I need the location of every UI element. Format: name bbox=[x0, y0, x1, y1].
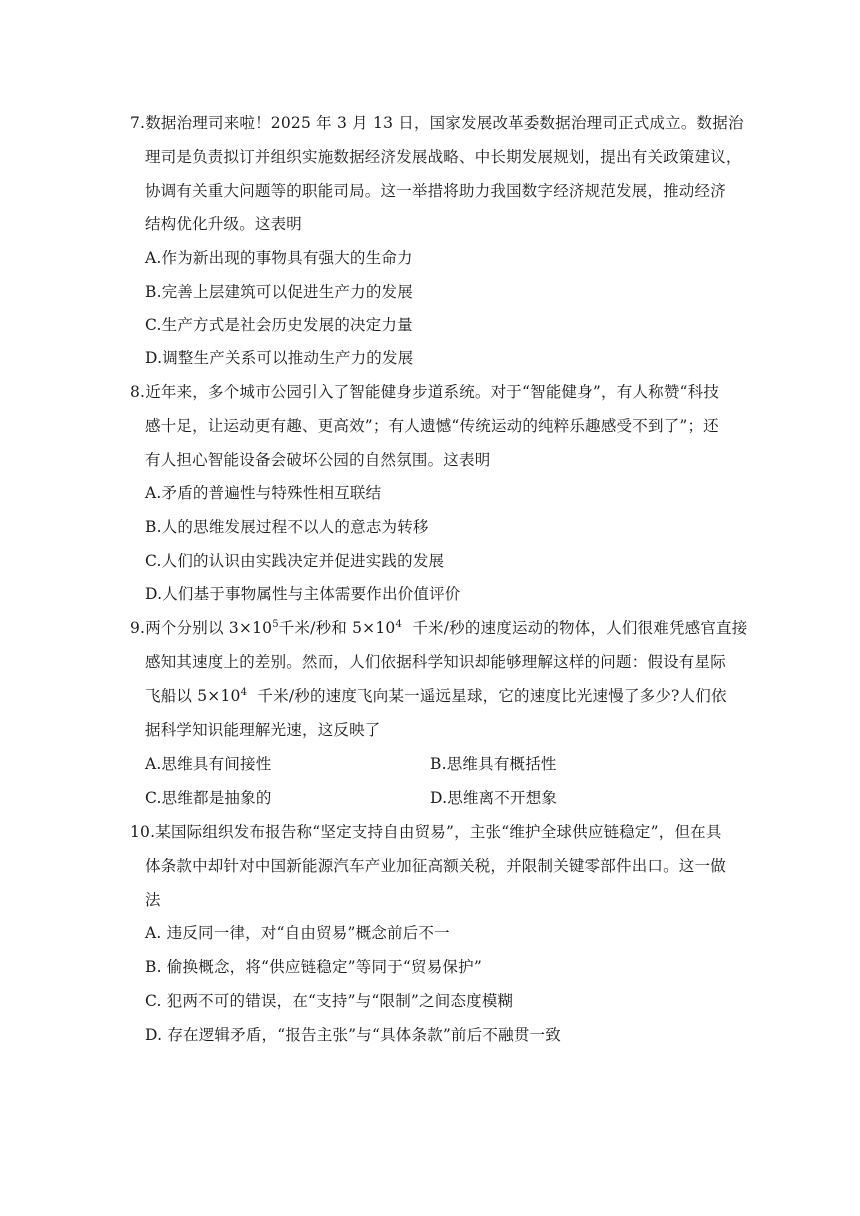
question-9-option-b[interactable]: B.思维具有概括性 bbox=[430, 755, 557, 773]
question-7-stem-line-2: 理司是负责拟订并组织实施数据经济发展战略、中长期发展规划，提出有关政策建议， bbox=[145, 148, 742, 166]
question-8-option-c[interactable]: C.人们的认识由实践决定并促进实践的发展 bbox=[145, 552, 445, 570]
question-9-stem-line-3-part-b: 千米/秒的速度飞向某一遥远星球，它的速度比光速慢了多少?人们依 bbox=[247, 687, 727, 705]
question-10-option-a[interactable]: A. 违反同一律，对“自由贸易”概念前后不一 bbox=[145, 924, 450, 942]
question-10-stem-line-2: 体条款中却针对中国新能源汽车产业加征高额关税，并限制关键零部件出口。这一做 bbox=[145, 857, 726, 875]
question-9-stem-line-1-part-b: 千米/秒和 5×10 bbox=[278, 619, 396, 637]
question-10-option-d[interactable]: D. 存在逻辑矛盾，“报告主张”与“具体条款”前后不融贯一致 bbox=[145, 1026, 561, 1044]
question-8-option-a[interactable]: A.矛盾的普遍性与特殊性相互联结 bbox=[145, 484, 382, 502]
question-10-option-b[interactable]: B. 偷换概念，将“供应链稳定”等同于“贸易保护” bbox=[145, 958, 482, 976]
question-8-stem-line-2: 感十足，让运动更有趣、更高效”；有人遗憾“传统运动的纯粹乐趣感受不到了”；还 bbox=[145, 417, 719, 435]
question-9-option-d[interactable]: D.思维离不开想象 bbox=[430, 789, 558, 807]
question-9-stem-line-1-part-c: 千米/秒的速度运动的物体，人们很难凭感官直接 bbox=[402, 619, 748, 637]
question-10-option-c[interactable]: C. 犯两不可的错误，在“支持”与“限制”之间态度模糊 bbox=[145, 992, 514, 1010]
question-7-stem-line-1: 7.数据治理司来啦！2025 年 3 月 13 日，国家发展改革委数据治理司正式成立。数据治 bbox=[130, 114, 744, 132]
question-9-stem-line-1-part-a: 9.两个分别以 3×10 bbox=[130, 619, 273, 637]
question-7-option-c[interactable]: C.生产方式是社会历史发展的决定力量 bbox=[145, 316, 413, 334]
question-9-stem-line-3 bbox=[145, 685, 727, 707]
question-9-option-a[interactable]: A.思维具有间接性 bbox=[145, 755, 272, 773]
question-9-exponent-1: 5 bbox=[272, 619, 279, 630]
question-9-stem-line-3-part-a: 飞船以 5×10 bbox=[145, 687, 241, 705]
question-9-option-c[interactable]: C.思维都是抽象的 bbox=[145, 789, 272, 807]
question-7-option-a[interactable]: A.作为新出现的事物具有强大的生命力 bbox=[145, 249, 413, 267]
question-7-stem-line-3: 协调有关重大问题等的职能司局。这一举措将助力我国数字经济规范发展，推动经济 bbox=[145, 182, 726, 200]
question-9-stem-line-2: 感知其速度上的差别。然而，人们依据科学知识却能够理解这样的问题：假设有星际 bbox=[145, 653, 726, 671]
question-10-stem-line-3: 法 bbox=[145, 891, 161, 909]
question-9-exponent-2: 4 bbox=[395, 619, 403, 630]
question-7-stem-line-4: 结构优化升级。这表明 bbox=[145, 215, 303, 233]
question-8-stem-line-1: 8.近年来，多个城市公园引入了智能健身步道系统。对于“智能健身”，有人称赞“科技 bbox=[130, 383, 720, 401]
question-8-option-d[interactable]: D.人们基于事物属性与主体需要作出价值评价 bbox=[145, 585, 461, 603]
question-9-stem-line-1 bbox=[130, 617, 747, 639]
question-8-stem-line-3: 有人担心智能设备会破坏公园的自然氛围。这表明 bbox=[145, 451, 491, 469]
question-8-option-b[interactable]: B.人的思维发展过程不以人的意志为转移 bbox=[145, 518, 429, 536]
question-7-option-b[interactable]: B.完善上层建筑可以促进生产力的发展 bbox=[145, 283, 413, 301]
question-7-option-d[interactable]: D.调整生产关系可以推动生产力的发展 bbox=[145, 349, 414, 367]
question-10-stem-line-1: 10.某国际组织发布报告称“坚定支持自由贸易”，主张“维护全球供应链稳定”，但在具 bbox=[130, 823, 722, 841]
question-9-exponent-3: 4 bbox=[240, 687, 248, 698]
question-9-stem-line-4: 据科学知识能理解光速，这反映了 bbox=[145, 721, 381, 739]
